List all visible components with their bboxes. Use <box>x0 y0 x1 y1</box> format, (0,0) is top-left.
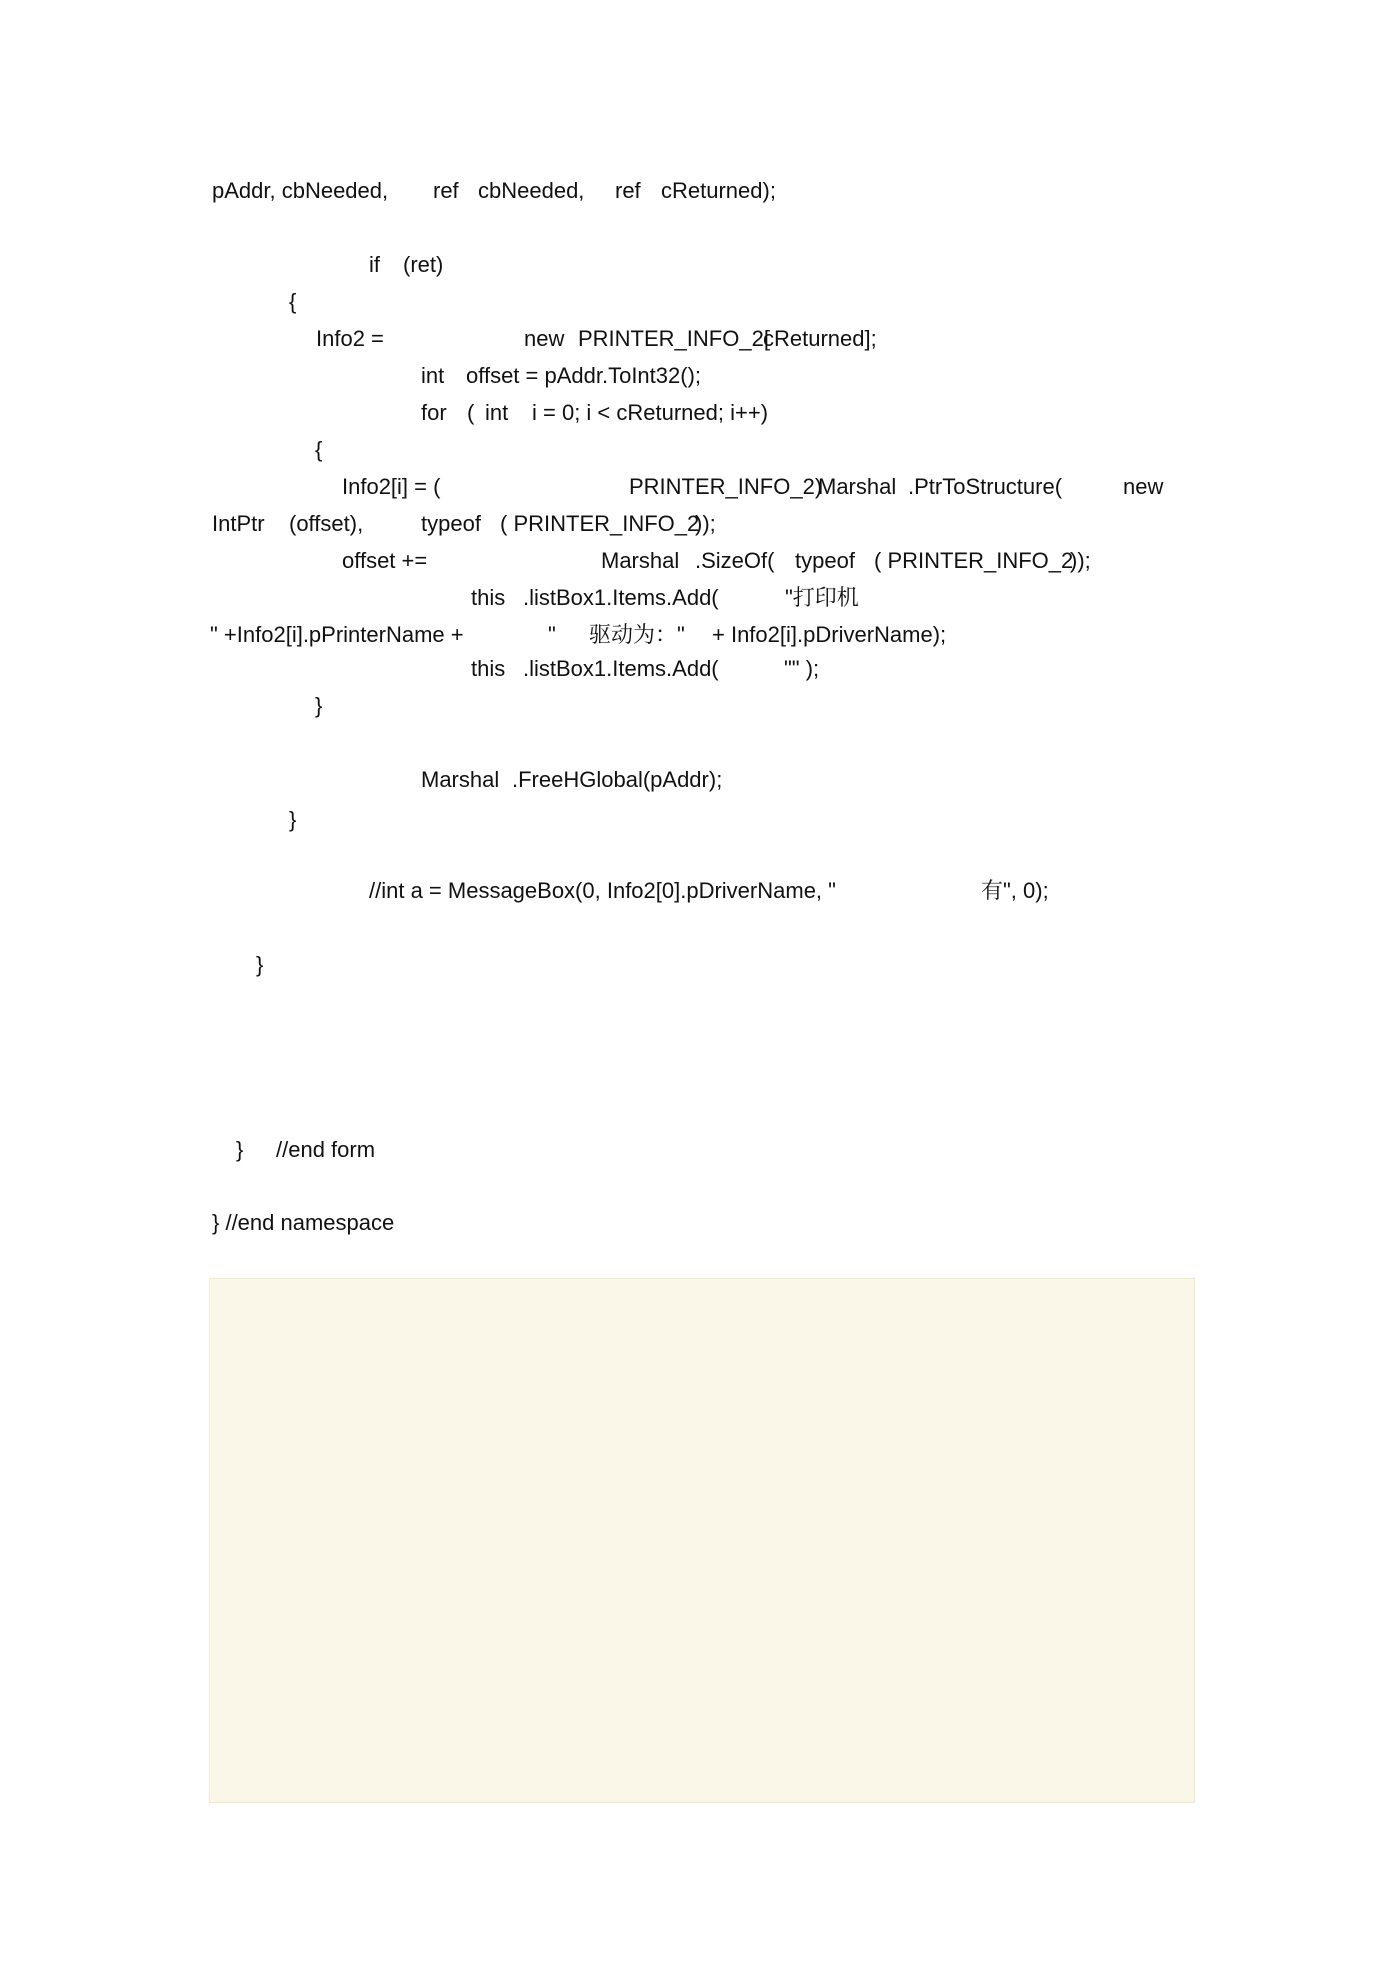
code-keyword: new <box>524 326 565 351</box>
code-text: offset += <box>342 548 428 573</box>
code-line <box>212 176 776 206</box>
code-comment: //int a = MessageBox(0, Info2[0].pDriverName, " <box>369 878 836 903</box>
code-text: cbNeeded, <box>478 178 585 203</box>
code-string: "打印机 <box>785 585 859 610</box>
code-string: 驱动为：" <box>589 622 685 647</box>
code-line <box>369 876 1049 906</box>
code-class: Marshal <box>818 474 897 499</box>
code-brace: } <box>315 693 323 718</box>
code-keyword: ref <box>433 178 459 203</box>
code-text: pAddr, cbNeeded, <box>212 178 389 203</box>
code-text: )); <box>695 511 716 536</box>
code-keyword: this <box>471 585 506 610</box>
code-text: offset = pAddr.ToInt32(); <box>466 363 702 388</box>
code-text: .SizeOf( <box>695 548 775 573</box>
code-line <box>315 691 339 721</box>
code-text: cReturned]; <box>763 326 877 351</box>
code-brace: } <box>289 807 297 832</box>
code-line <box>210 620 947 650</box>
code-line <box>315 435 339 465</box>
code-class: Marshal <box>421 767 500 792</box>
code-line <box>289 287 313 317</box>
code-keyword: typeof <box>421 511 481 536</box>
code-keyword: ref <box>615 178 641 203</box>
code-line <box>289 805 313 835</box>
code-text: Info2 = <box>316 326 384 351</box>
code-line <box>471 654 820 684</box>
code-text: .PtrToStructure( <box>908 474 1063 499</box>
code-keyword: new <box>1123 474 1164 499</box>
code-comment: } //end namespace <box>212 1210 395 1235</box>
code-text: ( PRINTER_INFO_2 <box>874 548 1074 573</box>
code-line <box>421 398 769 428</box>
code-text: ( PRINTER_INFO_2 <box>500 511 700 536</box>
code-line <box>256 950 280 980</box>
code-brace: } <box>236 1137 244 1162</box>
code-text: PRINTER_INFO_2) <box>629 474 823 499</box>
code-text: .listBox1.Items.Add( <box>523 656 719 681</box>
code-text: )); <box>1070 548 1091 573</box>
blank-note-box <box>209 1278 1195 1803</box>
code-text: (ret) <box>403 252 444 277</box>
code-keyword: int <box>485 400 509 425</box>
code-line <box>342 472 1164 502</box>
code-text: Info2[i] = ( <box>342 474 441 499</box>
code-line <box>471 583 859 613</box>
code-comment: 有", 0); <box>981 878 1049 903</box>
code-string: " <box>548 622 556 647</box>
code-text: cReturned); <box>661 178 776 203</box>
code-brace: } <box>256 952 264 977</box>
code-brace: { <box>289 289 297 314</box>
code-comment: //end form <box>276 1137 376 1162</box>
code-text: + Info2[i].pDriverName); <box>712 622 947 647</box>
code-text: .listBox1.Items.Add( <box>523 585 719 610</box>
code-line <box>369 250 444 280</box>
code-text: PRINTER_INFO_2[ <box>578 326 770 351</box>
code-keyword: this <box>471 656 506 681</box>
code-keyword: if <box>369 252 380 277</box>
code-line <box>316 324 877 354</box>
code-brace: { <box>315 437 323 462</box>
code-class: Marshal <box>601 548 680 573</box>
code-text: .FreeHGlobal(pAddr); <box>512 767 723 792</box>
code-line <box>421 765 723 795</box>
code-text: " +Info2[i].pPrinterName + <box>210 622 464 647</box>
code-line <box>212 509 716 539</box>
code-line <box>421 361 702 391</box>
code-line <box>236 1135 376 1165</box>
code-keyword: int <box>421 363 445 388</box>
code-string: "" ); <box>784 656 820 681</box>
code-text: (offset), <box>289 511 364 536</box>
code-line <box>212 1208 395 1238</box>
code-keyword: for <box>421 400 447 425</box>
code-text: ( <box>467 400 475 425</box>
code-keyword: typeof <box>795 548 855 573</box>
code-line <box>342 546 1091 576</box>
code-text: i = 0; i < cReturned; i++) <box>532 400 769 425</box>
code-class: IntPtr <box>212 511 265 536</box>
